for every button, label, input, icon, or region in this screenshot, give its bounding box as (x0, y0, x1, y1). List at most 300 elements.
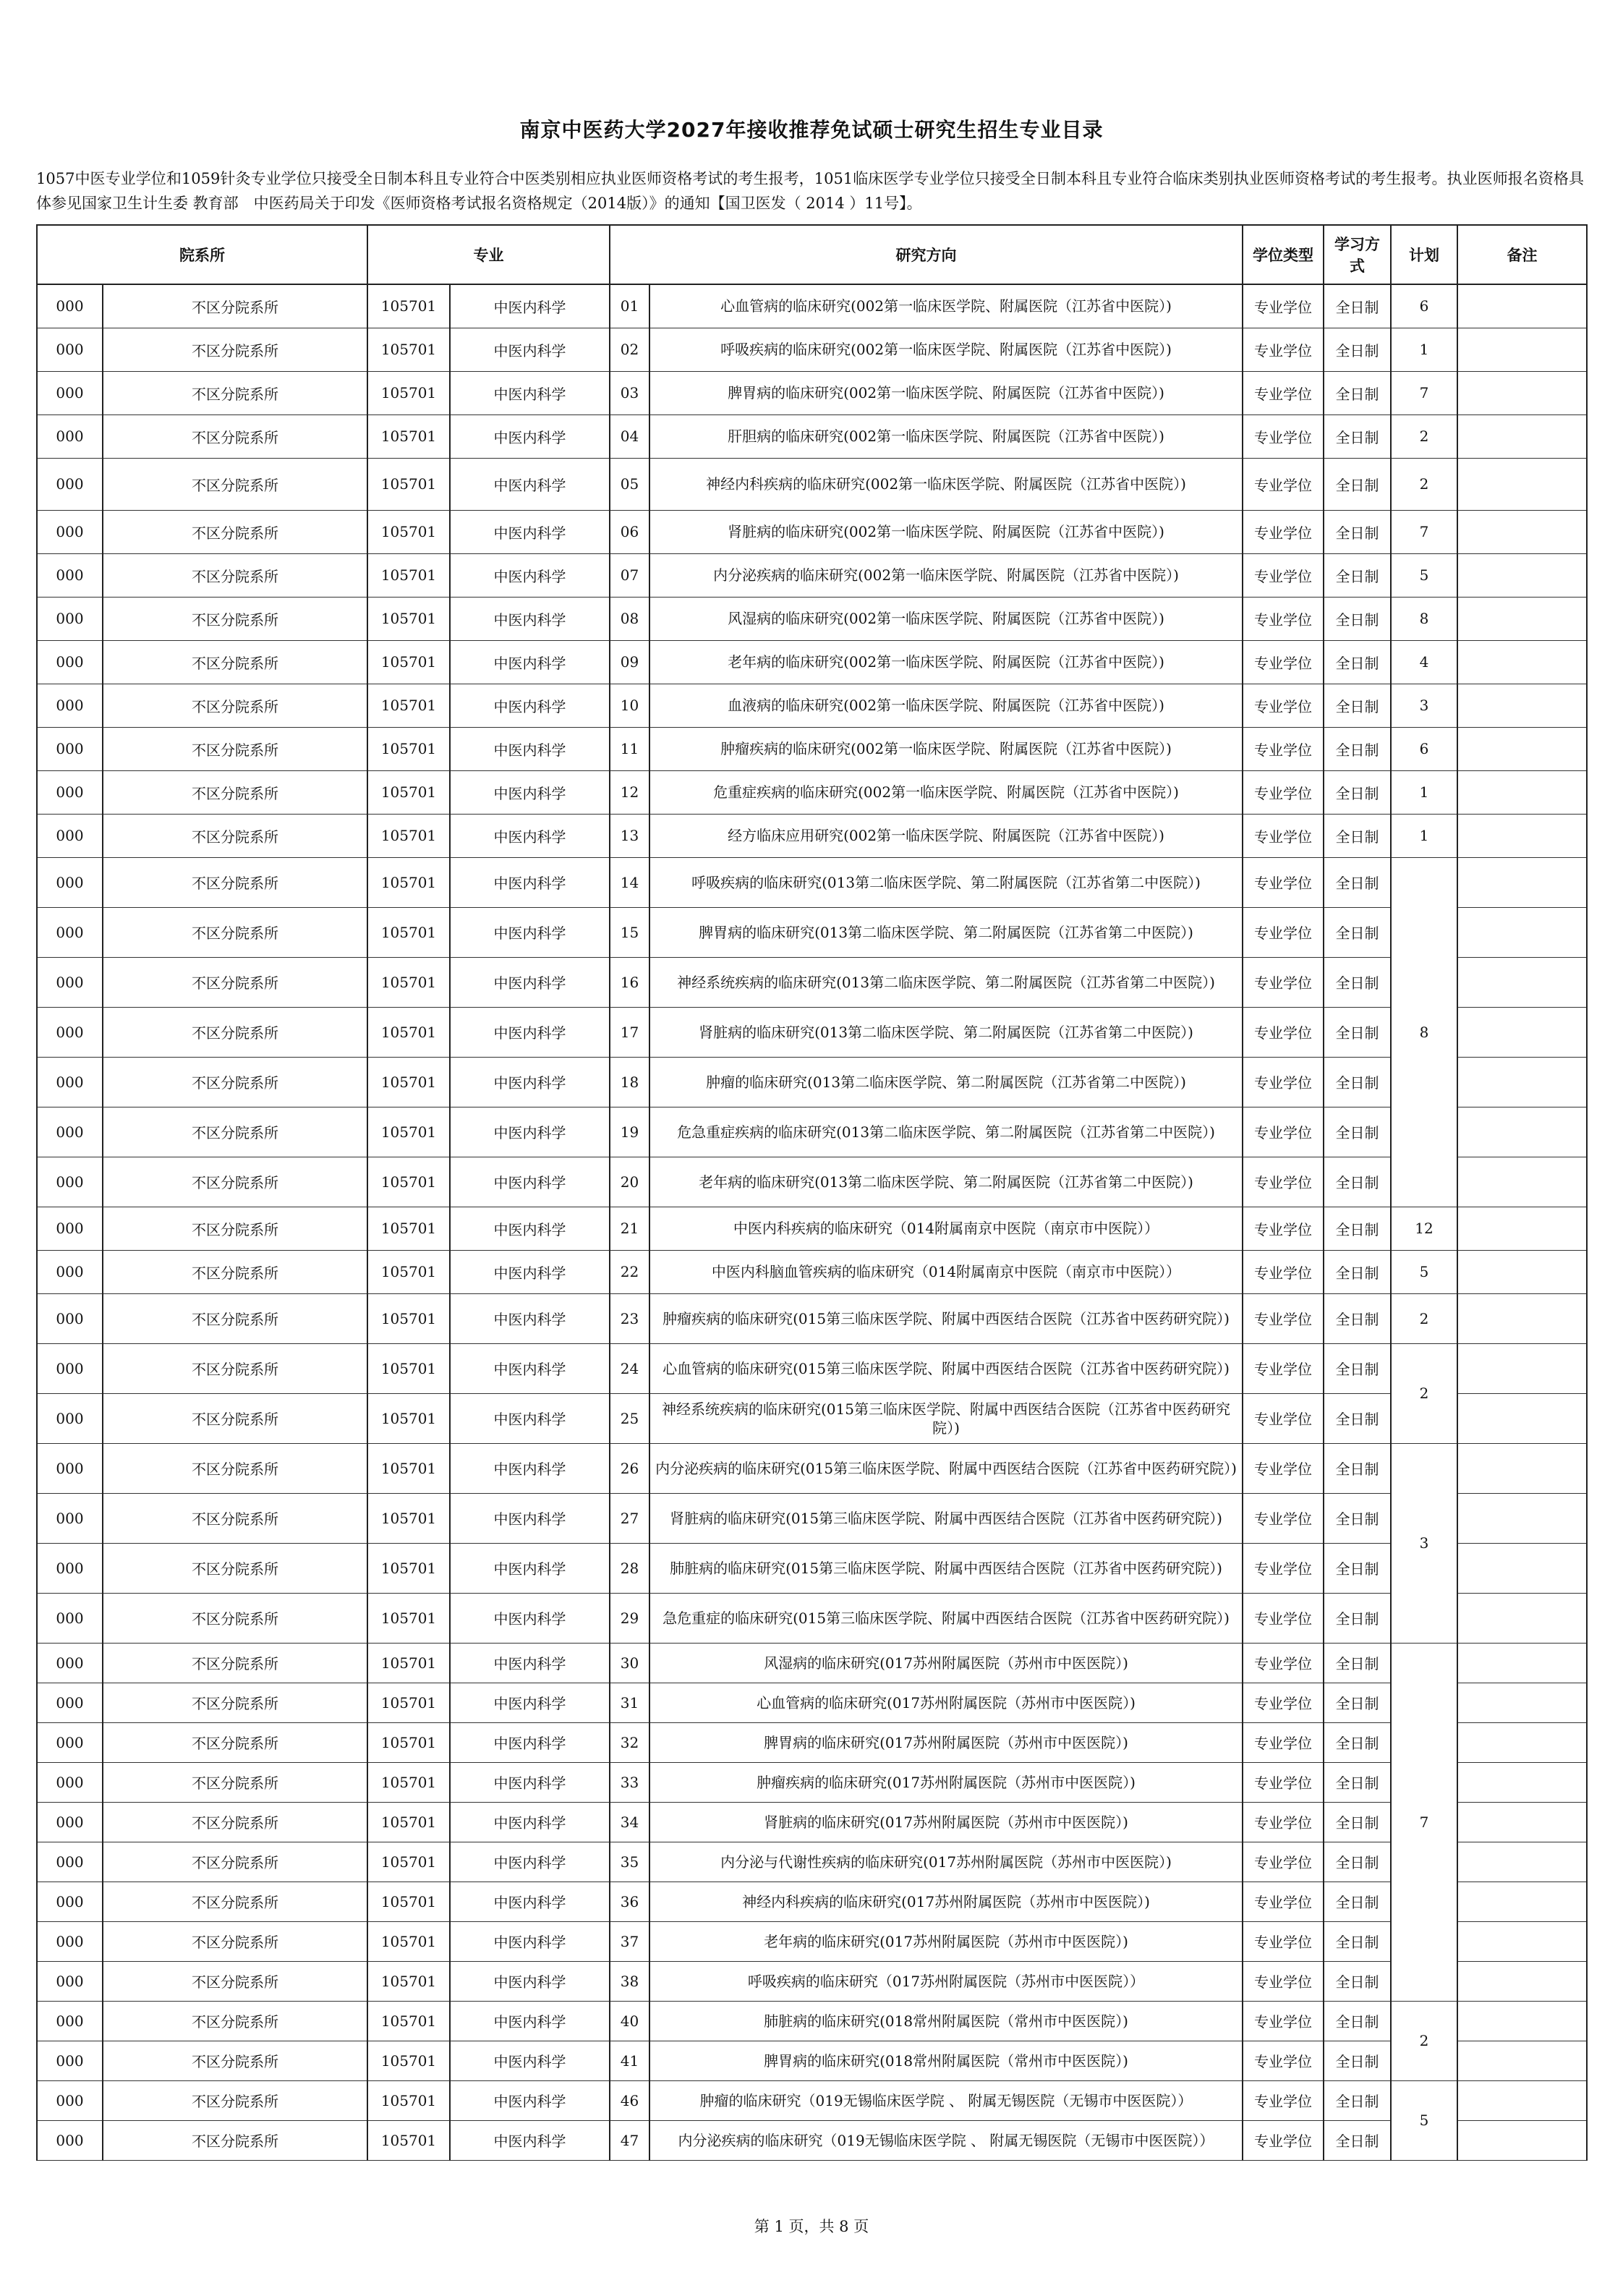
plan-cell: 1 (1391, 814, 1457, 857)
direction-no-cell: 06 (610, 510, 649, 553)
direction-name-cell: 肿瘤的临床研究（019无锡临床医学院 、 附属无锡医院（无锡市中医医院）） (649, 2080, 1243, 2120)
degree-type-cell: 专业学位 (1243, 814, 1324, 857)
plan-cell: 5 (1391, 553, 1457, 597)
remark-cell (1457, 1250, 1587, 1293)
major-name-cell: 中医内科学 (450, 1157, 610, 1207)
remark-cell (1457, 1643, 1587, 1683)
table-header-row (37, 225, 1587, 284)
direction-no-cell: 38 (610, 1961, 649, 2001)
table-row (37, 770, 1587, 814)
direction-name-cell: 风湿病的临床研究(002第一临床医学院、附属医院（江苏省中医院）) (649, 597, 1243, 640)
major-code-cell: 105701 (367, 1250, 450, 1293)
dept-code-cell: 000 (37, 371, 103, 414)
major-code-cell: 105701 (367, 1293, 450, 1343)
dept-name-cell: 不区分院系所 (103, 957, 367, 1007)
dept-name-cell: 不区分院系所 (103, 1543, 367, 1593)
major-name-cell: 中医内科学 (450, 814, 610, 857)
remark-cell (1457, 1802, 1587, 1842)
study-mode-cell: 全日制 (1324, 640, 1391, 684)
major-name-cell: 中医内科学 (450, 1057, 610, 1107)
direction-name-cell: 脾胃病的临床研究(018常州附属医院（常州市中医医院）) (649, 2041, 1243, 2080)
dept-code-cell: 000 (37, 1882, 103, 1921)
dept-name-cell: 不区分院系所 (103, 684, 367, 727)
dept-name-cell: 不区分院系所 (103, 1842, 367, 1882)
degree-type-cell: 专业学位 (1243, 1643, 1324, 1683)
major-name-cell: 中医内科学 (450, 640, 610, 684)
major-code-cell: 105701 (367, 814, 450, 857)
table-row (37, 1802, 1587, 1842)
direction-name-cell: 急危重症的临床研究(015第三临床医学院、附属中西医结合医院（江苏省中医药研究院）) (649, 1593, 1243, 1643)
major-name-cell: 中医内科学 (450, 684, 610, 727)
dept-name-cell: 不区分院系所 (103, 727, 367, 770)
dept-code-cell: 000 (37, 284, 103, 328)
dept-name-cell: 不区分院系所 (103, 1882, 367, 1921)
remark-cell (1457, 458, 1587, 510)
table-row (37, 414, 1587, 458)
major-code-cell: 105701 (367, 1593, 450, 1643)
major-code-cell: 105701 (367, 328, 450, 371)
major-code-cell: 105701 (367, 2120, 450, 2160)
major-code-cell: 105701 (367, 1107, 450, 1157)
dept-code-cell: 000 (37, 2001, 103, 2041)
plan-cell: 2 (1391, 1343, 1457, 1443)
direction-name-cell: 老年病的临床研究(017苏州附属医院（苏州市中医医院）) (649, 1921, 1243, 1961)
remark-cell (1457, 640, 1587, 684)
table-body (37, 284, 1587, 2160)
major-name-cell: 中医内科学 (450, 597, 610, 640)
dept-name-cell: 不区分院系所 (103, 1643, 367, 1683)
header-remark: 备注 (1457, 225, 1587, 284)
dept-name-cell: 不区分院系所 (103, 640, 367, 684)
study-mode-cell: 全日制 (1324, 1543, 1391, 1593)
major-name-cell: 中医内科学 (450, 1961, 610, 2001)
dept-code-cell: 000 (37, 814, 103, 857)
major-code-cell: 105701 (367, 2080, 450, 2120)
study-mode-cell: 全日制 (1324, 1643, 1391, 1683)
major-code-cell: 105701 (367, 1802, 450, 1842)
header-degree-type: 学位类型 (1243, 225, 1324, 284)
degree-type-cell: 专业学位 (1243, 1882, 1324, 1921)
degree-type-cell: 专业学位 (1243, 1493, 1324, 1543)
direction-name-cell: 心血管病的临床研究(017苏州附属医院（苏州市中医医院）) (649, 1683, 1243, 1722)
table-row (37, 1157, 1587, 1207)
study-mode-cell: 全日制 (1324, 2041, 1391, 2080)
major-name-cell: 中医内科学 (450, 907, 610, 957)
direction-no-cell: 09 (610, 640, 649, 684)
remark-cell (1457, 553, 1587, 597)
degree-type-cell: 专业学位 (1243, 284, 1324, 328)
direction-no-cell: 08 (610, 597, 649, 640)
major-name-cell: 中医内科学 (450, 328, 610, 371)
direction-no-cell: 20 (610, 1157, 649, 1207)
table-row (37, 553, 1587, 597)
dept-code-cell: 000 (37, 510, 103, 553)
degree-type-cell: 专业学位 (1243, 907, 1324, 957)
degree-type-cell: 专业学位 (1243, 957, 1324, 1007)
major-name-cell: 中医内科学 (450, 1443, 610, 1493)
dept-code-cell: 000 (37, 1722, 103, 1762)
study-mode-cell: 全日制 (1324, 1593, 1391, 1643)
table-row (37, 640, 1587, 684)
table-row (37, 1683, 1587, 1722)
remark-cell (1457, 684, 1587, 727)
direction-name-cell: 中医内科疾病的临床研究（014附属南京中医院（南京市中医院）） (649, 1207, 1243, 1250)
major-name-cell: 中医内科学 (450, 1343, 610, 1393)
direction-name-cell: 脾胃病的临床研究(002第一临床医学院、附属医院（江苏省中医院）) (649, 371, 1243, 414)
direction-name-cell: 肿瘤疾病的临床研究(015第三临床医学院、附属中西医结合医院（江苏省中医药研究院）) (649, 1293, 1243, 1343)
degree-type-cell: 专业学位 (1243, 1802, 1324, 1842)
remark-cell (1457, 2041, 1587, 2080)
direction-name-cell: 老年病的临床研究(002第一临床医学院、附属医院（江苏省中医院）) (649, 640, 1243, 684)
major-code-cell: 105701 (367, 1921, 450, 1961)
major-name-cell: 中医内科学 (450, 1643, 610, 1683)
table-row (37, 857, 1587, 907)
dept-code-cell: 000 (37, 1250, 103, 1293)
major-code-cell: 105701 (367, 727, 450, 770)
dept-name-cell: 不区分院系所 (103, 1493, 367, 1543)
major-name-cell: 中医内科学 (450, 1107, 610, 1157)
direction-no-cell: 11 (610, 727, 649, 770)
direction-no-cell: 26 (610, 1443, 649, 1493)
study-mode-cell: 全日制 (1324, 1493, 1391, 1543)
dept-code-cell: 000 (37, 1802, 103, 1842)
plan-cell: 1 (1391, 770, 1457, 814)
dept-name-cell: 不区分院系所 (103, 371, 367, 414)
study-mode-cell: 全日制 (1324, 1443, 1391, 1493)
direction-name-cell: 肿瘤疾病的临床研究(017苏州附属医院（苏州市中医医院）) (649, 1762, 1243, 1802)
study-mode-cell: 全日制 (1324, 770, 1391, 814)
major-name-cell: 中医内科学 (450, 1493, 610, 1543)
plan-cell: 5 (1391, 1250, 1457, 1293)
degree-type-cell: 专业学位 (1243, 1762, 1324, 1802)
table-row (37, 1443, 1587, 1493)
degree-type-cell: 专业学位 (1243, 1683, 1324, 1722)
table-row (37, 1543, 1587, 1593)
major-code-cell: 105701 (367, 597, 450, 640)
study-mode-cell: 全日制 (1324, 1107, 1391, 1157)
dept-code-cell: 000 (37, 1293, 103, 1343)
dept-name-cell: 不区分院系所 (103, 1593, 367, 1643)
direction-no-cell: 04 (610, 414, 649, 458)
dept-code-cell: 000 (37, 458, 103, 510)
dept-code-cell: 000 (37, 1107, 103, 1157)
degree-type-cell: 专业学位 (1243, 371, 1324, 414)
direction-name-cell: 脾胃病的临床研究(013第二临床医学院、第二附属医院（江苏省第二中医院）) (649, 907, 1243, 957)
direction-no-cell: 29 (610, 1593, 649, 1643)
dept-name-cell: 不区分院系所 (103, 553, 367, 597)
header-dept: 院系所 (37, 225, 367, 284)
table-row (37, 907, 1587, 957)
table-row (37, 371, 1587, 414)
table-row (37, 2080, 1587, 2120)
dept-code-cell: 000 (37, 640, 103, 684)
study-mode-cell: 全日制 (1324, 907, 1391, 957)
table-row (37, 727, 1587, 770)
table-row (37, 1107, 1587, 1157)
direction-name-cell: 危重症疾病的临床研究(002第一临床医学院、附属医院（江苏省中医院）) (649, 770, 1243, 814)
dept-code-cell: 000 (37, 1683, 103, 1722)
dept-name-cell: 不区分院系所 (103, 597, 367, 640)
dept-name-cell: 不区分院系所 (103, 1057, 367, 1107)
remark-cell (1457, 1722, 1587, 1762)
study-mode-cell: 全日制 (1324, 727, 1391, 770)
direction-no-cell: 25 (610, 1393, 649, 1443)
direction-name-cell: 心血管病的临床研究(015第三临床医学院、附属中西医结合医院（江苏省中医药研究院）) (649, 1343, 1243, 1393)
dept-name-cell: 不区分院系所 (103, 1921, 367, 1961)
major-name-cell: 中医内科学 (450, 1882, 610, 1921)
remark-cell (1457, 1007, 1587, 1057)
header-study-mode: 学习方式 (1324, 225, 1391, 284)
remark-cell (1457, 770, 1587, 814)
major-code-cell: 105701 (367, 1543, 450, 1593)
dept-code-cell: 000 (37, 597, 103, 640)
study-mode-cell: 全日制 (1324, 814, 1391, 857)
dept-name-cell: 不区分院系所 (103, 1293, 367, 1343)
major-code-cell: 105701 (367, 1007, 450, 1057)
major-code-cell: 105701 (367, 458, 450, 510)
dept-code-cell: 000 (37, 328, 103, 371)
table-row (37, 284, 1587, 328)
plan-cell: 12 (1391, 1207, 1457, 1250)
header-plan: 计划 (1391, 225, 1457, 284)
direction-name-cell: 老年病的临床研究(013第二临床医学院、第二附属医院（江苏省第二中医院）) (649, 1157, 1243, 1207)
remark-cell (1457, 510, 1587, 553)
direction-name-cell: 肿瘤的临床研究(013第二临床医学院、第二附属医院（江苏省第二中医院）) (649, 1057, 1243, 1107)
study-mode-cell: 全日制 (1324, 284, 1391, 328)
direction-name-cell: 神经系统疾病的临床研究(015第三临床医学院、附属中西医结合医院（江苏省中医药研究院）) (649, 1393, 1243, 1443)
major-code-cell: 105701 (367, 1493, 450, 1543)
major-code-cell: 105701 (367, 1961, 450, 2001)
direction-no-cell: 46 (610, 2080, 649, 2120)
major-code-cell: 105701 (367, 1762, 450, 1802)
remark-cell (1457, 727, 1587, 770)
table-row (37, 1293, 1587, 1343)
study-mode-cell: 全日制 (1324, 597, 1391, 640)
dept-name-cell: 不区分院系所 (103, 1802, 367, 1842)
major-code-cell: 105701 (367, 770, 450, 814)
dept-code-cell: 000 (37, 2080, 103, 2120)
plan-cell: 2 (1391, 458, 1457, 510)
dept-name-cell: 不区分院系所 (103, 1393, 367, 1443)
direction-name-cell: 神经内科疾病的临床研究(002第一临床医学院、附属医院（江苏省中医院）) (649, 458, 1243, 510)
direction-no-cell: 18 (610, 1057, 649, 1107)
degree-type-cell: 专业学位 (1243, 510, 1324, 553)
remark-cell (1457, 907, 1587, 957)
plan-cell: 7 (1391, 510, 1457, 553)
direction-no-cell: 30 (610, 1643, 649, 1683)
remark-cell (1457, 414, 1587, 458)
dept-code-cell: 000 (37, 907, 103, 957)
major-name-cell: 中医内科学 (450, 458, 610, 510)
remark-cell (1457, 1543, 1587, 1593)
remark-cell (1457, 1593, 1587, 1643)
header-major: 专业 (367, 225, 610, 284)
degree-type-cell: 专业学位 (1243, 1443, 1324, 1493)
major-name-cell: 中医内科学 (450, 857, 610, 907)
study-mode-cell: 全日制 (1324, 1802, 1391, 1842)
major-code-cell: 105701 (367, 1643, 450, 1683)
direction-name-cell: 心血管病的临床研究(002第一临床医学院、附属医院（江苏省中医院）) (649, 284, 1243, 328)
table-row (37, 328, 1587, 371)
degree-type-cell: 专业学位 (1243, 1107, 1324, 1157)
direction-no-cell: 32 (610, 1722, 649, 1762)
table-row (37, 1961, 1587, 2001)
table-row (37, 2001, 1587, 2041)
major-catalog-table (36, 224, 1588, 2161)
degree-type-cell: 专业学位 (1243, 2120, 1324, 2160)
dept-code-cell: 000 (37, 1543, 103, 1593)
dept-code-cell: 000 (37, 414, 103, 458)
table-row (37, 1921, 1587, 1961)
direction-name-cell: 肝胆病的临床研究(002第一临床医学院、附属医院（江苏省中医院）) (649, 414, 1243, 458)
study-mode-cell: 全日制 (1324, 371, 1391, 414)
study-mode-cell: 全日制 (1324, 1683, 1391, 1722)
degree-type-cell: 专业学位 (1243, 1393, 1324, 1443)
remark-cell (1457, 1493, 1587, 1543)
dept-name-cell: 不区分院系所 (103, 328, 367, 371)
remark-cell (1457, 284, 1587, 328)
degree-type-cell: 专业学位 (1243, 770, 1324, 814)
degree-type-cell: 专业学位 (1243, 1007, 1324, 1057)
major-name-cell: 中医内科学 (450, 957, 610, 1007)
plan-cell: 2 (1391, 414, 1457, 458)
study-mode-cell: 全日制 (1324, 2080, 1391, 2120)
dept-code-cell: 000 (37, 1921, 103, 1961)
degree-type-cell: 专业学位 (1243, 1722, 1324, 1762)
direction-no-cell: 41 (610, 2041, 649, 2080)
direction-no-cell: 01 (610, 284, 649, 328)
dept-name-cell: 不区分院系所 (103, 1343, 367, 1393)
dept-name-cell: 不区分院系所 (103, 1250, 367, 1293)
remark-cell (1457, 2080, 1587, 2120)
direction-no-cell: 02 (610, 328, 649, 371)
degree-type-cell: 专业学位 (1243, 414, 1324, 458)
remark-cell (1457, 1393, 1587, 1443)
dept-name-cell: 不区分院系所 (103, 770, 367, 814)
study-mode-cell: 全日制 (1324, 1722, 1391, 1762)
dept-code-cell: 000 (37, 1762, 103, 1802)
study-mode-cell: 全日制 (1324, 510, 1391, 553)
degree-type-cell: 专业学位 (1243, 1293, 1324, 1343)
degree-type-cell: 专业学位 (1243, 1157, 1324, 1207)
direction-no-cell: 36 (610, 1882, 649, 1921)
plan-cell: 7 (1391, 1643, 1457, 2001)
degree-type-cell: 专业学位 (1243, 1842, 1324, 1882)
degree-type-cell: 专业学位 (1243, 597, 1324, 640)
direction-no-cell: 34 (610, 1802, 649, 1842)
table-row (37, 1643, 1587, 1683)
dept-code-cell: 000 (37, 1842, 103, 1882)
major-code-cell: 105701 (367, 510, 450, 553)
remark-cell (1457, 371, 1587, 414)
direction-no-cell: 16 (610, 957, 649, 1007)
direction-name-cell: 肾脏病的临床研究(015第三临床医学院、附属中西医结合医院（江苏省中医药研究院）) (649, 1493, 1243, 1543)
study-mode-cell: 全日制 (1324, 1882, 1391, 1921)
dept-name-cell: 不区分院系所 (103, 2041, 367, 2080)
plan-cell: 3 (1391, 684, 1457, 727)
dept-code-cell: 000 (37, 1493, 103, 1543)
study-mode-cell: 全日制 (1324, 1207, 1391, 1250)
major-code-cell: 105701 (367, 684, 450, 727)
dept-name-cell: 不区分院系所 (103, 907, 367, 957)
major-name-cell: 中医内科学 (450, 1802, 610, 1842)
plan-cell: 5 (1391, 2080, 1457, 2160)
major-name-cell: 中医内科学 (450, 1842, 610, 1882)
header-direction: 研究方向 (610, 225, 1243, 284)
dept-name-cell: 不区分院系所 (103, 458, 367, 510)
major-code-cell: 105701 (367, 1443, 450, 1493)
dept-code-cell: 000 (37, 1961, 103, 2001)
table-row (37, 1393, 1587, 1443)
dept-name-cell: 不区分院系所 (103, 510, 367, 553)
major-name-cell: 中医内科学 (450, 1007, 610, 1057)
direction-name-cell: 肺脏病的临床研究(015第三临床医学院、附属中西医结合医院（江苏省中医药研究院）) (649, 1543, 1243, 1593)
major-name-cell: 中医内科学 (450, 2120, 610, 2160)
major-name-cell: 中医内科学 (450, 1543, 610, 1593)
dept-code-cell: 000 (37, 684, 103, 727)
direction-name-cell: 呼吸疾病的临床研究(002第一临床医学院、附属医院（江苏省中医院）) (649, 328, 1243, 371)
degree-type-cell: 专业学位 (1243, 857, 1324, 907)
degree-type-cell: 专业学位 (1243, 1207, 1324, 1250)
degree-type-cell: 专业学位 (1243, 2001, 1324, 2041)
dept-code-cell: 000 (37, 1593, 103, 1643)
remark-cell (1457, 1443, 1587, 1493)
direction-no-cell: 17 (610, 1007, 649, 1057)
plan-cell: 6 (1391, 284, 1457, 328)
remark-cell (1457, 1057, 1587, 1107)
direction-no-cell: 05 (610, 458, 649, 510)
table-row (37, 1722, 1587, 1762)
remark-cell (1457, 1293, 1587, 1343)
major-name-cell: 中医内科学 (450, 2001, 610, 2041)
major-code-cell: 105701 (367, 957, 450, 1007)
dept-name-cell: 不区分院系所 (103, 414, 367, 458)
plan-cell: 2 (1391, 1293, 1457, 1343)
remark-cell (1457, 1961, 1587, 2001)
direction-name-cell: 经方临床应用研究(002第一临床医学院、附属医院（江苏省中医院）) (649, 814, 1243, 857)
major-code-cell: 105701 (367, 1842, 450, 1882)
major-code-cell: 105701 (367, 1683, 450, 1722)
dept-code-cell: 000 (37, 957, 103, 1007)
major-name-cell: 中医内科学 (450, 1207, 610, 1250)
direction-name-cell: 肺脏病的临床研究(018常州附属医院（常州市中医医院）) (649, 2001, 1243, 2041)
dept-code-cell: 000 (37, 553, 103, 597)
dept-code-cell: 000 (37, 1207, 103, 1250)
remark-cell (1457, 1157, 1587, 1207)
direction-no-cell: 24 (610, 1343, 649, 1393)
remark-cell (1457, 1921, 1587, 1961)
table-row (37, 1762, 1587, 1802)
study-mode-cell: 全日制 (1324, 957, 1391, 1007)
direction-name-cell: 内分泌疾病的临床研究（019无锡临床医学院 、 附属无锡医院（无锡市中医医院）） (649, 2120, 1243, 2160)
study-mode-cell: 全日制 (1324, 2001, 1391, 2041)
major-name-cell: 中医内科学 (450, 284, 610, 328)
major-name-cell: 中医内科学 (450, 414, 610, 458)
degree-type-cell: 专业学位 (1243, 2080, 1324, 2120)
study-mode-cell: 全日制 (1324, 1842, 1391, 1882)
dept-name-cell: 不区分院系所 (103, 1443, 367, 1493)
dept-name-cell: 不区分院系所 (103, 2001, 367, 2041)
study-mode-cell: 全日制 (1324, 458, 1391, 510)
remark-cell (1457, 1762, 1587, 1802)
major-name-cell: 中医内科学 (450, 1683, 610, 1722)
degree-type-cell: 专业学位 (1243, 640, 1324, 684)
dept-code-cell: 000 (37, 1393, 103, 1443)
table-row (37, 1250, 1587, 1293)
major-code-cell: 105701 (367, 1343, 450, 1393)
plan-cell: 8 (1391, 857, 1457, 1207)
direction-no-cell: 37 (610, 1921, 649, 1961)
